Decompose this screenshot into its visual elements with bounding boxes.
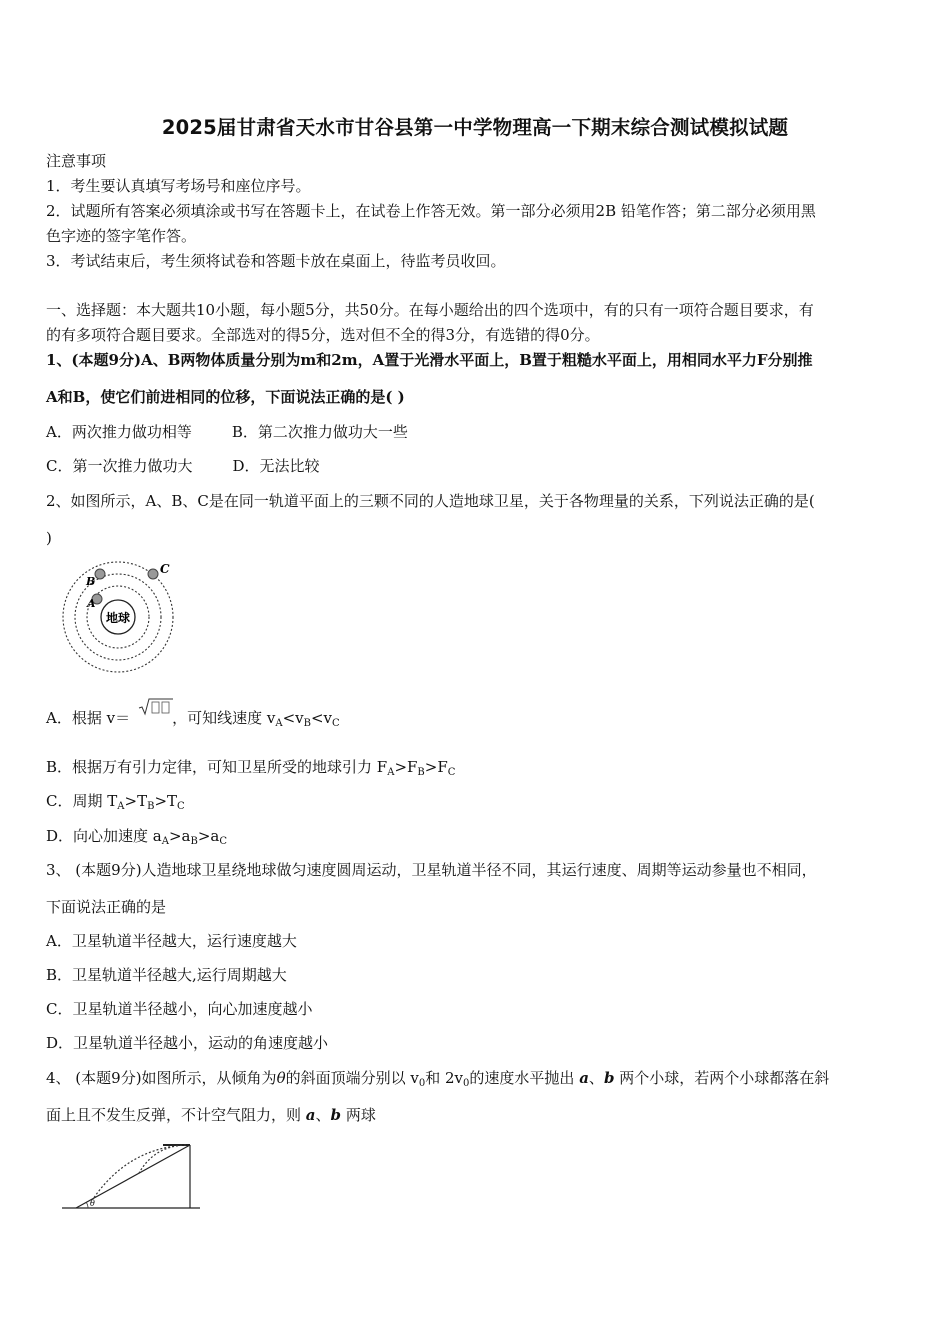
option-b: B．第二次推力做功大一些 xyxy=(231,423,408,441)
question-3-option-c: C．卫星轨道半径越小，向心加速度越小 xyxy=(46,1000,313,1018)
satellite-b xyxy=(95,569,105,579)
question-2-option-c: C．周期 $T_A>T_B>T_C$ xyxy=(46,792,185,812)
notice-item: 色字迹的签字笔作答。 xyxy=(46,227,197,245)
satellite-b-label: B xyxy=(86,575,96,588)
question-4-stem: 4、 (本题9分)如图所示，从倾角为θ的斜面顶端分别以 $v_0$和 $2v_0$的速度水平抛出 a、b 两个小球，若两个小球都落在斜 xyxy=(46,1069,830,1089)
question-1-options-row2 xyxy=(46,455,908,477)
notice-heading: 注意事项 xyxy=(46,152,107,170)
question-2-option-d: D．向心加速度 $a_A>a_B>a_C$ xyxy=(46,827,228,847)
question-2-stem: ) xyxy=(46,529,52,547)
question-3-option-b: B．卫星轨道半径越大,运行周期越大 xyxy=(46,966,287,984)
option-d: D．无法比较 xyxy=(232,457,320,475)
question-2-stem: 2、如图所示，A、B、C是在同一轨道平面上的三颗不同的人造地球卫星，关于各物理量的关系，下列说法正确的是( xyxy=(46,492,815,510)
notice-item: 3．考试结束后，考生须将试卷和答题卡放在桌面上，待监考员收回。 xyxy=(46,252,506,270)
question-3-option-a: A．卫星轨道半径越大，运行速度越大 xyxy=(46,932,297,950)
notice-item: 2．试题所有答案必须填涂或书写在答题卡上，在试卷上作答无效。第一部分必须用2B 铅笔作答；第二部分必须用黑 xyxy=(46,202,816,220)
notice-item: 1．考生要认真填写考场号和座位序号。 xyxy=(46,177,311,195)
sqrt-symbol xyxy=(138,698,174,716)
satellite-orbits-figure xyxy=(56,556,186,676)
angle-label: θ xyxy=(90,1199,95,1208)
satellite-c xyxy=(148,569,158,579)
angle-arc xyxy=(86,1202,88,1208)
earth-label: 地球 xyxy=(105,611,131,625)
question-2-option-a: A．根据 v＝ ，可知线速度 $v_A<v_B<v_C$ xyxy=(46,709,340,729)
question-2-option-b: B．根据万有引力定律，可知卫星所受的地球引力 $F_A>F_B>F_C$ xyxy=(46,758,456,778)
page-title: 2025届甘肃省天水市甘谷县第一中学物理高一下期末综合测试模拟试题 xyxy=(161,116,789,139)
option-c: C．第一次推力做功大 xyxy=(46,457,193,475)
satellite-a-label: A xyxy=(87,597,96,610)
question-1-stem: A和B，使它们前进相同的位移，下面说法正确的是( ) xyxy=(46,388,405,406)
section-instructions: 的有多项符合题目要求。全部选对的得5分，选对但不全的得3分，有选错的得0分。 xyxy=(46,326,600,344)
question-1-stem: 1、(本题9分)A、B两物体质量分别为m和2m，A置于光滑水平面上，B置于粗糙水平面上，用相同水平力F分别推 xyxy=(46,351,813,369)
question-3-option-d: D．卫星轨道半径越小，运动的角速度越小 xyxy=(46,1034,329,1052)
question-3-stem: 下面说法正确的是 xyxy=(46,898,167,916)
section-instructions: 一、选择题：本大题共10小题，每小题5分，共50分。在每小题给出的四个选项中，有的只有一项符合题目要求，有 xyxy=(46,301,814,319)
incline-projectile-figure xyxy=(58,1140,208,1215)
satellite-c-label: C xyxy=(160,562,170,576)
question-4-stem: 面上且不发生反弹，不计空气阻力，则 a、b 两球 xyxy=(46,1106,376,1124)
question-3-stem: 3、 (本题9分)人造地球卫星绕地球做匀速度圆周运动，卫星轨道半径不同，其运行速度、周期等运动参量也不相同， xyxy=(46,861,817,879)
option-a: A．两次推力做功相等 xyxy=(46,423,192,441)
question-1-options-row1 xyxy=(46,421,908,443)
